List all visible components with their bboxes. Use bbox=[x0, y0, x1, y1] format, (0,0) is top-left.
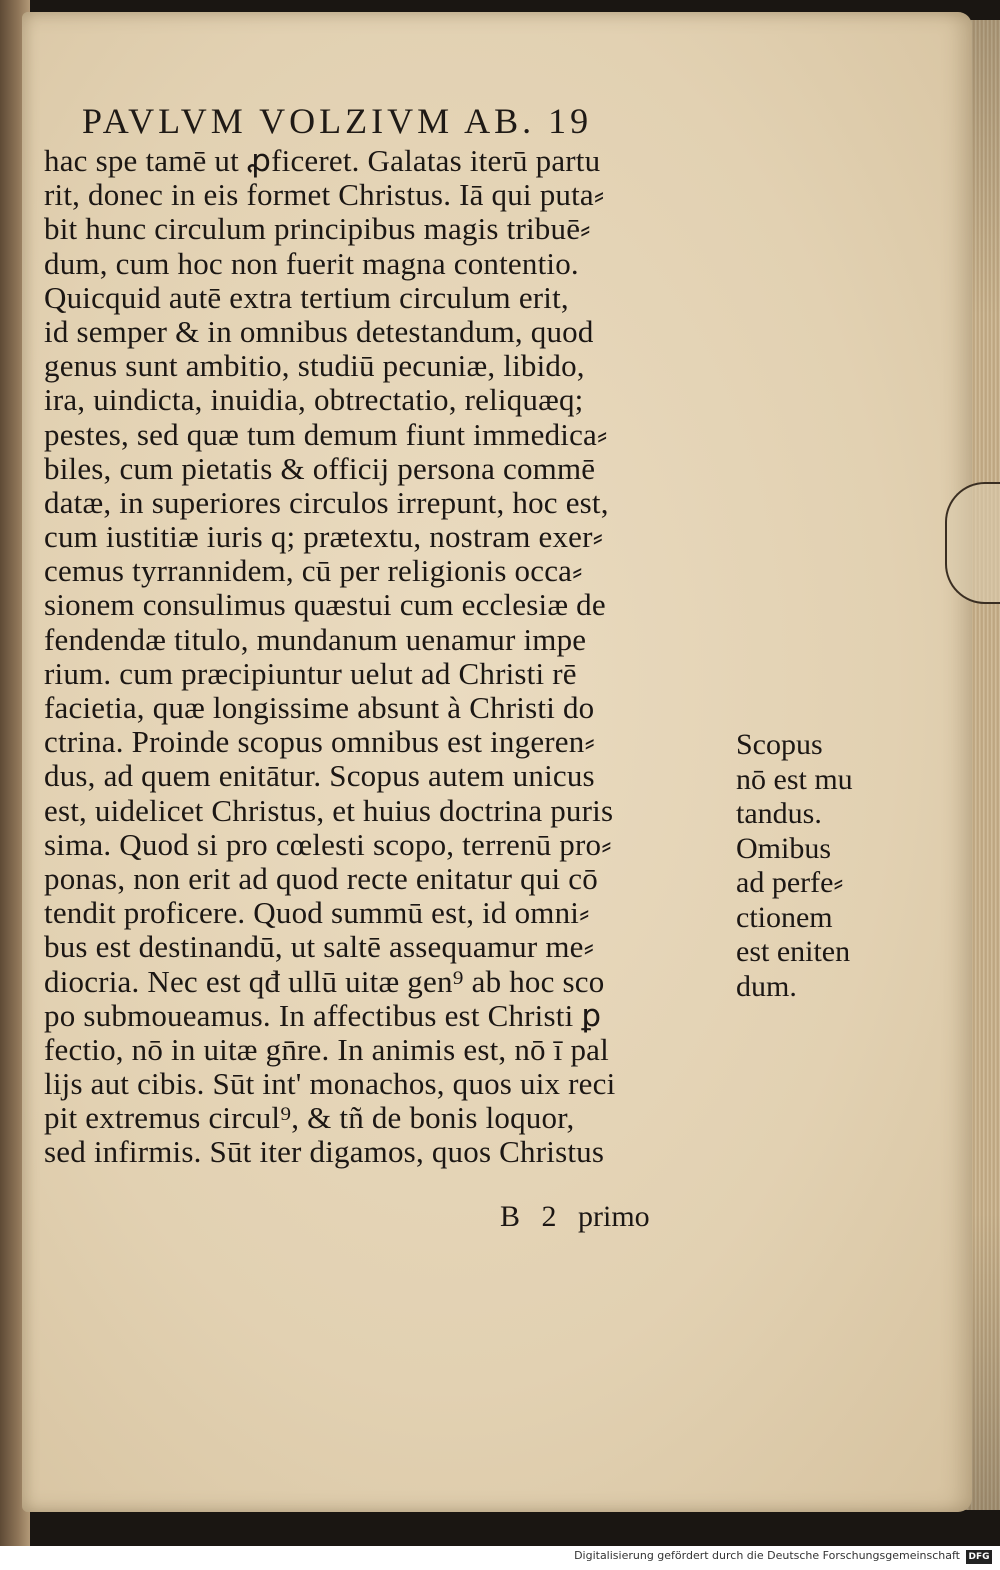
text-line: biles, cum pietatis & officij persona commē bbox=[44, 451, 596, 486]
text-line: Quicquid autē extra tertium circulum erit, bbox=[44, 280, 569, 315]
text-line: datæ, in superiores circulos irrepunt, hoc est, bbox=[44, 485, 609, 520]
margin-note-line: tandus. bbox=[736, 797, 822, 830]
text-line: rit, donec in eis formet Christus. Iā qui puta⸗ bbox=[44, 178, 605, 213]
dfg-logo-icon: DFG bbox=[966, 1550, 992, 1564]
margin-note-line: ctionem bbox=[736, 900, 833, 934]
margin-note-line: dum. bbox=[736, 969, 797, 1003]
running-head: PAVLVM VOLZIVM AB. 19 bbox=[82, 101, 593, 141]
text-line: dum, cum hoc non fuerit magna contentio. bbox=[44, 246, 579, 281]
margin-note bbox=[736, 728, 906, 1004]
ribbon-tab bbox=[945, 482, 1000, 604]
text-line: ponas, non erit ad quod recte enitatur qui cō bbox=[44, 861, 598, 896]
margin-note-line: Omibus bbox=[736, 831, 832, 865]
text-line: lijs aut cibis. Sūt int' monachos, quos uix reci bbox=[44, 1067, 616, 1102]
text-line: cum iustitiæ iuris q; prætextu, nostram exer⸗ bbox=[44, 520, 604, 555]
text-line: pit extremus circul⁹, & tñ de bonis loquor, bbox=[44, 1101, 575, 1136]
text-line: ctrina. Proinde scopus omnibus est ingeren⸗ bbox=[44, 725, 595, 760]
footer-credit: Digitalisierung gefördert durch die Deutsche Forschungsgemeinschaft bbox=[574, 1549, 960, 1562]
text-line: diocria. Nec est qđ ullū uitæ gen⁹ ab hoc sco bbox=[44, 964, 605, 999]
text-line: ira, uindicta, inuidia, obtrectatio, reliquæq; bbox=[44, 383, 584, 418]
text-line: est, uidelicet Christus, et huius doctrina puris bbox=[44, 793, 614, 828]
text-line: facietia, quæ longissime absunt à Christi do bbox=[44, 691, 595, 725]
margin-note-line: nō est mu bbox=[736, 762, 853, 796]
text-line: po submoueamus. In affectibus est Christi ꝑ bbox=[44, 998, 602, 1033]
text-line: sed infirmis. Sūt iter digamos, quos Christus bbox=[44, 1135, 605, 1170]
text-line: genus sunt ambitio, studiū pecuniæ, libido, bbox=[44, 349, 585, 384]
margin-note-line: est eniten bbox=[736, 935, 851, 968]
margin-note-line: ad perfe⸗ bbox=[736, 866, 844, 899]
text-line: pestes, sed quæ tum demum fiunt immedica⸗ bbox=[44, 417, 608, 452]
text-line: fectio, nō in uitæ gn̄re. In animis est, nō ī pal bbox=[44, 1032, 609, 1067]
signature-catchword: B 2 primo bbox=[500, 1200, 650, 1233]
text-line: dus, ad quem enitātur. Scopus autem unicus bbox=[44, 759, 595, 794]
text-line: sima. Quod si pro cœlesti scopo, terrenū pro⸗ bbox=[44, 827, 612, 862]
text-line: bus est destinandū, ut saltē assequamur me⸗ bbox=[44, 930, 595, 965]
text-line: cemus tyrrannidem, cū per religionis occa⸗ bbox=[44, 554, 583, 589]
text-line: tendit proficere. Quod summū est, id omni⸗ bbox=[44, 896, 590, 931]
main-text bbox=[44, 144, 734, 1170]
text-line: fendendæ titulo, mundanum uenamur impe bbox=[44, 622, 587, 657]
text-line: rium. cum præcipiuntur uelut ad Christi rē bbox=[44, 656, 577, 691]
text-line: sionem consulimus quæstui cum ecclesiæ de bbox=[44, 588, 606, 623]
footer-bar bbox=[0, 1546, 1000, 1570]
text-line: bit hunc circulum principibus magis tribuē⸗ bbox=[44, 212, 591, 247]
margin-note-line: Scopus bbox=[736, 728, 823, 761]
text-line: id semper & in omnibus detestandum, quod bbox=[44, 314, 594, 349]
text-line: hac spe tamē ut ꝓficeret. Galatas iterū partu bbox=[44, 144, 601, 178]
